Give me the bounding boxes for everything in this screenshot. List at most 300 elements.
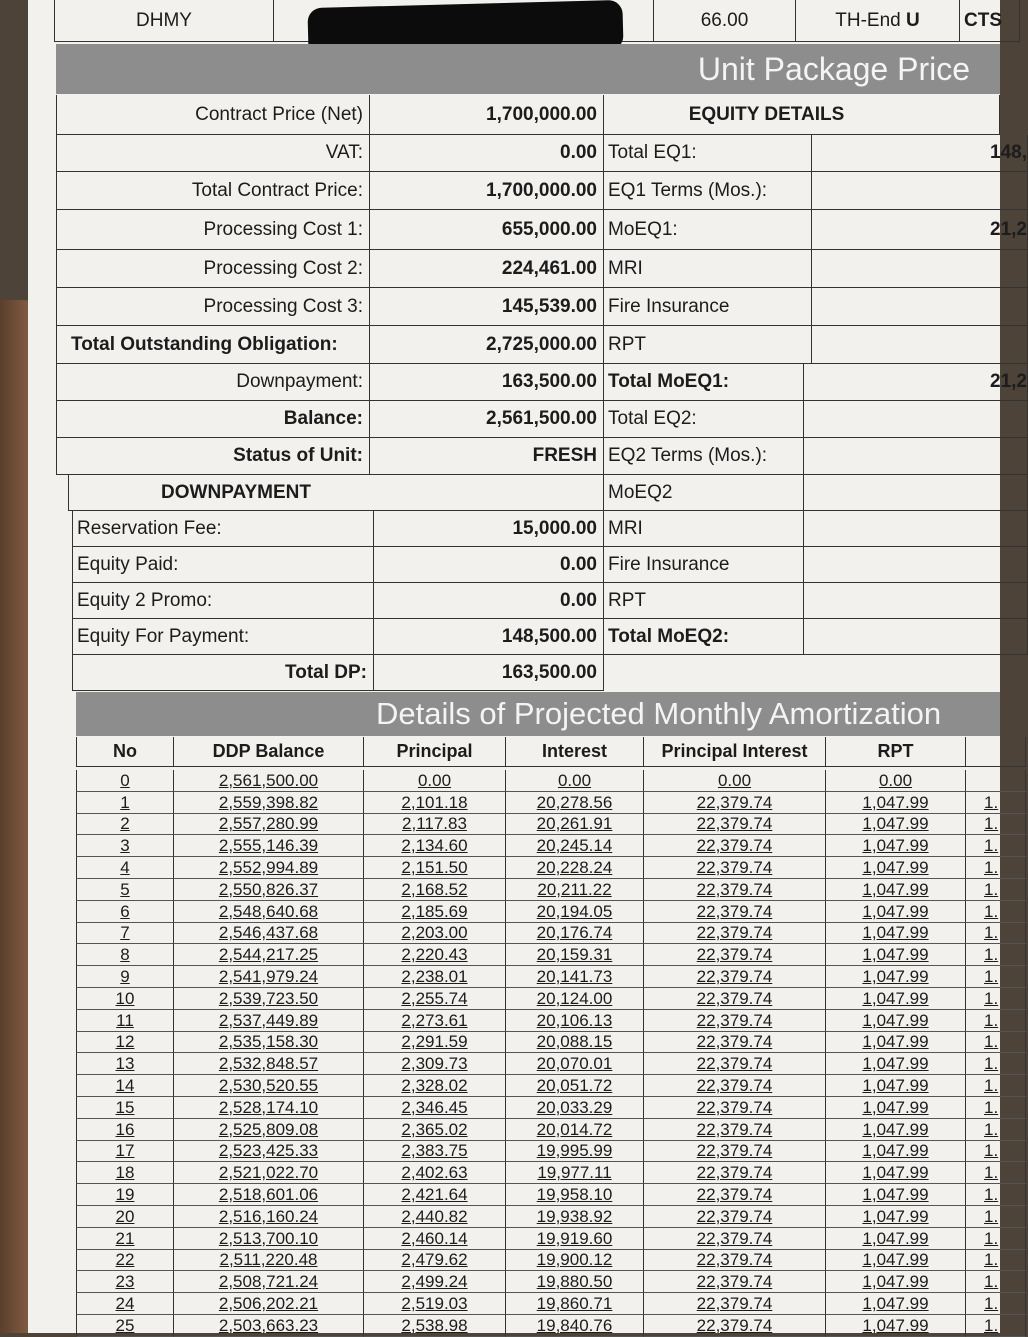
rpt <box>826 988 966 1010</box>
rpt <box>826 1097 966 1119</box>
ddp-balance-value: 2,513,700.10 <box>218 1228 319 1248</box>
header-extra <box>966 737 1026 767</box>
downpayment-label: Equity 2 Promo: <box>72 583 374 619</box>
total-dp-value: 163,500.00 <box>374 655 604 691</box>
principal-interest-value: 0.00 <box>717 770 752 790</box>
interest <box>506 1053 644 1075</box>
interest-value: 20,211.22 <box>537 879 612 899</box>
equity-label: MRI <box>604 250 812 288</box>
interest-value: 20,033.29 <box>536 1097 613 1117</box>
row-no-value: 20 <box>115 1206 135 1226</box>
rpt-value: 1,047.99 <box>862 836 929 856</box>
interest-value: 20,228.24 <box>536 857 613 877</box>
row-no-value: 5 <box>120 879 130 899</box>
principal-interest-value: 22,379.74 <box>696 1163 773 1183</box>
extra-value: 1. <box>984 1228 999 1248</box>
principal <box>364 1053 506 1075</box>
interest-value: 19,860.71 <box>536 1293 613 1313</box>
rpt-value: 1,047.99 <box>862 879 929 899</box>
downpayment-label: Equity Paid: <box>72 547 374 583</box>
equity-label: RPT <box>604 326 812 364</box>
principal-value: 2,440.82 <box>401 1206 468 1226</box>
principal-interest-value: 22,379.74 <box>696 1032 773 1052</box>
row-no <box>76 835 174 857</box>
header-no: No <box>76 737 174 767</box>
equity-label: EQ1 Terms (Mos.): <box>604 172 812 210</box>
principal-interest-value: 22,379.74 <box>696 1141 773 1161</box>
principal <box>364 1032 506 1054</box>
extra <box>966 814 1026 836</box>
interest-value: 19,900.12 <box>536 1250 613 1270</box>
ddp-balance-value: 2,555,146.39 <box>218 836 319 856</box>
equity-label: Fire Insurance <box>604 288 812 326</box>
amortization-row <box>76 814 1020 836</box>
ddp-balance <box>174 1206 364 1228</box>
downpayment-value: 148,500.00 <box>374 619 604 655</box>
rpt <box>826 835 966 857</box>
principal-value: 2,134.60 <box>401 836 468 856</box>
extra <box>966 879 1026 901</box>
interest <box>506 1293 644 1315</box>
interest <box>506 1315 644 1337</box>
principal <box>364 814 506 836</box>
principal-value: 2,151.50 <box>401 857 468 877</box>
extra <box>966 857 1026 879</box>
equity-value <box>804 547 1028 583</box>
principal-interest-value: 22,379.74 <box>696 966 773 986</box>
ddp-balance <box>174 814 364 836</box>
principal-value: 2,479.62 <box>401 1250 468 1270</box>
rpt-value: 1,047.99 <box>862 945 929 965</box>
rpt <box>826 1315 966 1337</box>
equity-label: Total EQ1: <box>604 135 812 172</box>
principal-interest <box>644 857 826 879</box>
rpt <box>826 1032 966 1054</box>
amortization-row <box>76 1315 1020 1337</box>
principal-interest <box>644 1162 826 1184</box>
principal-interest-value: 22,379.74 <box>696 1293 773 1313</box>
ddp-balance <box>174 1032 364 1054</box>
total-dp-row <box>28 655 1000 691</box>
interest <box>506 944 644 966</box>
equity-value <box>812 288 1028 326</box>
principal-interest-value: 22,379.74 <box>696 1206 773 1226</box>
interest <box>506 901 644 923</box>
principal-value: 2,117.83 <box>402 814 467 834</box>
principal <box>364 1141 506 1163</box>
principal-interest-value: 22,379.74 <box>696 792 773 812</box>
interest-value: 19,958.10 <box>536 1184 613 1204</box>
principal-value: 2,273.61 <box>401 1010 468 1030</box>
ddp-balance-value: 2,552,994.89 <box>218 857 319 877</box>
principal-value: 2,291.59 <box>401 1032 468 1052</box>
principal-interest <box>644 1271 826 1293</box>
price-label: Downpayment: <box>56 364 370 401</box>
rpt-value: 1,047.99 <box>862 792 929 812</box>
amortization-row <box>76 792 1020 814</box>
row-no <box>76 1053 174 1075</box>
equity-value <box>804 619 1028 655</box>
unit-tag: CTS <box>960 0 1020 42</box>
downpayment-value: 0.00 <box>374 583 604 619</box>
ddp-balance-value: 2,506,202.21 <box>218 1293 319 1313</box>
principal-value: 2,101.18 <box>401 792 468 812</box>
interest <box>506 1162 644 1184</box>
equity-value: 21,2 <box>812 210 1028 250</box>
principal-interest-value: 22,379.74 <box>696 1097 773 1117</box>
row-no <box>76 1097 174 1119</box>
principal-value: 2,383.75 <box>401 1141 468 1161</box>
interest-value: 20,278.56 <box>536 792 613 812</box>
ddp-balance-value: 2,541,979.24 <box>218 966 319 986</box>
extra-value: 1. <box>984 901 999 921</box>
interest <box>506 857 644 879</box>
interest-value: 20,106.13 <box>536 1010 613 1030</box>
equity-row <box>28 326 1000 364</box>
principal <box>364 966 506 988</box>
principal-value: 2,168.52 <box>401 879 468 899</box>
principal-interest <box>644 1032 826 1054</box>
interest-value: 20,159.31 <box>536 945 613 965</box>
extra-value: 1. <box>984 1293 999 1313</box>
principal-interest <box>644 944 826 966</box>
row-no <box>76 1206 174 1228</box>
interest <box>506 1032 644 1054</box>
interest-value: 20,261.91 <box>536 814 613 834</box>
price-value: 0.00 <box>370 135 604 172</box>
price-label: Processing Cost 3: <box>56 288 370 326</box>
row-no <box>76 1032 174 1054</box>
equity-row <box>28 511 1000 547</box>
rpt <box>826 770 966 792</box>
principal <box>364 1119 506 1141</box>
interest-value: 20,088.15 <box>536 1032 613 1052</box>
lot-area: 66.00 <box>654 0 796 42</box>
equity-value <box>804 511 1028 547</box>
row-no-value: 25 <box>115 1315 135 1335</box>
row-no-value: 6 <box>120 901 130 921</box>
principal <box>364 1228 506 1250</box>
amortization-row <box>76 1250 1020 1272</box>
principal-value: 2,346.45 <box>401 1097 468 1117</box>
equity-value: 148, <box>812 135 1028 172</box>
rpt-value: 1,047.99 <box>862 1250 929 1270</box>
amortization-row <box>76 1075 1020 1097</box>
extra-value: 1. <box>984 836 999 856</box>
principal <box>364 923 506 945</box>
amortization-row <box>76 835 1020 857</box>
principal-value: 2,309.73 <box>401 1054 468 1074</box>
amortization-header <box>76 737 1020 767</box>
ddp-balance-value: 2,521,022.70 <box>218 1163 319 1183</box>
principal <box>364 1206 506 1228</box>
principal-interest <box>644 814 826 836</box>
rpt-value: 1,047.99 <box>862 1228 929 1248</box>
interest-value: 20,051.72 <box>536 1075 613 1095</box>
amortization-row <box>76 901 1020 923</box>
extra <box>966 770 1026 792</box>
rpt-value: 1,047.99 <box>862 988 929 1008</box>
ddp-balance <box>174 1010 364 1032</box>
principal-interest <box>644 1315 826 1337</box>
principal-interest <box>644 1010 826 1032</box>
row-no-value: 2 <box>120 814 130 834</box>
interest-value: 20,070.01 <box>536 1054 613 1074</box>
principal-value: 2,402.63 <box>401 1163 468 1183</box>
ddp-balance-value: 2,539,723.50 <box>218 988 319 1008</box>
interest-value: 20,194.05 <box>536 901 613 921</box>
interest <box>506 1206 644 1228</box>
rpt-value: 1,047.99 <box>862 1075 929 1095</box>
interest <box>506 792 644 814</box>
equity-label: Total MoEQ1: <box>604 364 804 401</box>
extra-value: 1. <box>984 879 999 899</box>
ddp-balance-value: 2,550,826.37 <box>218 879 319 899</box>
downpayment-value: 0.00 <box>374 547 604 583</box>
rpt <box>826 901 966 923</box>
price-label: Status of Unit: <box>56 438 370 475</box>
rpt-value: 1,047.99 <box>862 1097 929 1117</box>
ddp-balance <box>174 1075 364 1097</box>
amortization-row <box>76 1010 1020 1032</box>
principal-value: 2,185.69 <box>401 901 468 921</box>
rpt-value: 1,047.99 <box>862 923 929 943</box>
principal-interest <box>644 988 826 1010</box>
amortization-row <box>76 1141 1020 1163</box>
row-no-value: 11 <box>116 1010 134 1030</box>
principal <box>364 1293 506 1315</box>
row-no <box>76 1141 174 1163</box>
amortization-row <box>76 1053 1020 1075</box>
row-no <box>76 857 174 879</box>
extra-value: 1. <box>984 1054 999 1074</box>
extra-value: 1. <box>984 923 999 943</box>
extra-value: 1. <box>984 966 999 986</box>
row-no-value: 10 <box>115 988 135 1008</box>
ddp-balance-value: 2,516,160.24 <box>218 1206 319 1226</box>
header-principal-interest: Principal Interest <box>644 737 826 767</box>
rpt <box>826 1184 966 1206</box>
ddp-balance-value: 2,528,174.10 <box>218 1097 319 1117</box>
row-no-value: 3 <box>120 836 130 856</box>
principal-interest-value: 22,379.74 <box>696 945 773 965</box>
interest <box>506 1141 644 1163</box>
principal-interest <box>644 1075 826 1097</box>
amortization-row <box>76 1119 1020 1141</box>
unit-code: DHMY <box>54 0 274 42</box>
principal-interest-value: 22,379.74 <box>696 1250 773 1270</box>
row-no-value: 14 <box>115 1075 135 1095</box>
price-value: 224,461.00 <box>370 250 604 288</box>
row-no <box>76 1184 174 1206</box>
principal-interest <box>644 1141 826 1163</box>
extra <box>966 835 1026 857</box>
ddp-balance <box>174 1271 364 1293</box>
extra <box>966 988 1026 1010</box>
interest <box>506 1075 644 1097</box>
interest <box>506 879 644 901</box>
price-label: Processing Cost 1: <box>56 210 370 250</box>
equity-value <box>804 401 1028 438</box>
extra-value: 1. <box>984 988 999 1008</box>
rpt <box>826 944 966 966</box>
equity-value <box>812 250 1028 288</box>
principal-interest-value: 22,379.74 <box>696 1272 773 1292</box>
amortization-row <box>76 1228 1020 1250</box>
rpt <box>826 923 966 945</box>
interest-value: 20,245.14 <box>536 836 613 856</box>
rpt-value: 1,047.99 <box>862 1032 929 1052</box>
principal <box>364 1097 506 1119</box>
ddp-balance <box>174 944 364 966</box>
rpt <box>826 1293 966 1315</box>
equity-value <box>812 172 1028 210</box>
row-no-value: 21 <box>115 1228 135 1248</box>
interest <box>506 966 644 988</box>
ddp-balance-value: 2,503,663.23 <box>218 1315 319 1335</box>
equity-heading-row <box>28 95 1000 135</box>
extra <box>966 966 1026 988</box>
amortization-body <box>76 770 1020 1333</box>
ddp-balance-value: 2,530,520.55 <box>218 1075 319 1095</box>
equity-label: Total MoEQ2: <box>604 619 804 655</box>
rpt <box>826 1228 966 1250</box>
ddp-balance-value: 2,546,437.68 <box>218 923 319 943</box>
rpt-value: 1,047.99 <box>862 966 929 986</box>
unit-type-suffix: U <box>906 9 920 31</box>
rpt <box>826 1119 966 1141</box>
principal-value: 2,499.24 <box>401 1272 468 1292</box>
equity-row <box>28 438 1000 475</box>
principal-value: 0.00 <box>417 770 452 790</box>
rpt-value: 1,047.99 <box>862 1119 929 1139</box>
rpt <box>826 1271 966 1293</box>
extra <box>966 1053 1026 1075</box>
rpt <box>826 1075 966 1097</box>
header-ddp-balance: DDP Balance <box>174 737 364 767</box>
ddp-balance-value: 2,559,398.82 <box>218 792 319 812</box>
ddp-balance-value: 2,544,217.25 <box>218 945 319 965</box>
price-value: 145,539.00 <box>370 288 604 326</box>
ddp-balance-value: 2,523,425.33 <box>218 1141 319 1161</box>
rpt-value: 1,047.99 <box>862 857 929 877</box>
ddp-balance <box>174 857 364 879</box>
row-no <box>76 1162 174 1184</box>
amortization-row <box>76 1293 1020 1315</box>
amortization-row <box>76 1162 1020 1184</box>
equity-row <box>28 288 1000 326</box>
row-no <box>76 966 174 988</box>
unit-package-price-banner: Unit Package Price <box>56 44 1000 94</box>
extra <box>966 792 1026 814</box>
row-no <box>76 1250 174 1272</box>
equity-row <box>28 619 1000 655</box>
amortization-row <box>76 1032 1020 1054</box>
amortization-row <box>76 857 1020 879</box>
ddp-balance-value: 2,537,449.89 <box>218 1010 319 1030</box>
principal-value: 2,203.00 <box>401 923 468 943</box>
row-no <box>76 1075 174 1097</box>
equity-value: 21,2 <box>804 364 1028 401</box>
principal-interest <box>644 923 826 945</box>
interest <box>506 1097 644 1119</box>
ddp-balance-value: 2,525,809.08 <box>218 1119 319 1139</box>
equity-value <box>804 583 1028 619</box>
downpayment-label: Reservation Fee: <box>72 511 374 547</box>
extra-value: 1. <box>984 1119 999 1139</box>
interest-value: 19,840.76 <box>536 1315 613 1335</box>
price-label: Total Outstanding Obligation: <box>56 326 370 364</box>
amortization-row <box>76 1206 1020 1228</box>
ddp-balance-value: 2,548,640.68 <box>218 901 319 921</box>
principal-interest-value: 22,379.74 <box>696 901 773 921</box>
row-no <box>76 1010 174 1032</box>
interest-value: 20,141.73 <box>536 966 613 986</box>
equity-row <box>28 172 1000 210</box>
equity-row <box>28 210 1027 250</box>
extra-value: 1. <box>984 1250 999 1270</box>
ddp-balance <box>174 988 364 1010</box>
row-no <box>76 1228 174 1250</box>
ddp-balance <box>174 1097 364 1119</box>
principal-interest <box>644 1053 826 1075</box>
row-no-value: 16 <box>115 1119 135 1139</box>
interest-value: 19,995.99 <box>536 1141 613 1161</box>
interest-value: 20,176.74 <box>536 923 613 943</box>
principal-interest <box>644 966 826 988</box>
rpt-value: 1,047.99 <box>862 1054 929 1074</box>
principal-interest-value: 22,379.74 <box>696 1054 773 1074</box>
ddp-balance-value: 2,518,601.06 <box>218 1184 319 1204</box>
principal-value: 2,238.01 <box>401 966 468 986</box>
ddp-balance-value: 2,532,848.57 <box>218 1054 319 1074</box>
amortization-row <box>76 1097 1020 1119</box>
extra <box>966 1228 1026 1250</box>
row-no <box>76 901 174 923</box>
price-value: 2,725,000.00 <box>370 326 604 364</box>
extra <box>966 923 1026 945</box>
interest-value: 19,919.60 <box>536 1228 613 1248</box>
price-value: 1,700,000.00 <box>370 172 604 210</box>
equity-row <box>28 250 1000 288</box>
header-rpt: RPT <box>826 737 966 767</box>
ddp-balance <box>174 879 364 901</box>
price-value: 655,000.00 <box>370 210 604 250</box>
principal-interest-value: 22,379.74 <box>696 1184 773 1204</box>
principal <box>364 879 506 901</box>
principal-interest <box>644 770 826 792</box>
principal <box>364 1315 506 1337</box>
interest <box>506 814 644 836</box>
row-no-value: 22 <box>115 1250 135 1270</box>
principal-interest-value: 22,379.74 <box>696 988 773 1008</box>
principal-interest <box>644 835 826 857</box>
ddp-balance <box>174 901 364 923</box>
extra <box>966 1075 1026 1097</box>
price-label: Contract Price (Net) <box>56 95 370 135</box>
row-no-value: 12 <box>115 1032 135 1052</box>
principal-interest-value: 22,379.74 <box>696 1228 773 1248</box>
row-no <box>76 879 174 901</box>
extra-value: 1. <box>984 1184 999 1204</box>
principal-interest <box>644 879 826 901</box>
principal-value: 2,255.74 <box>401 988 468 1008</box>
rpt-value: 1,047.99 <box>862 1272 929 1292</box>
extra-value: 1. <box>984 945 999 965</box>
amortization-row <box>76 770 1020 792</box>
row-no-value: 1 <box>120 792 130 812</box>
row-no-value: 23 <box>115 1272 135 1292</box>
